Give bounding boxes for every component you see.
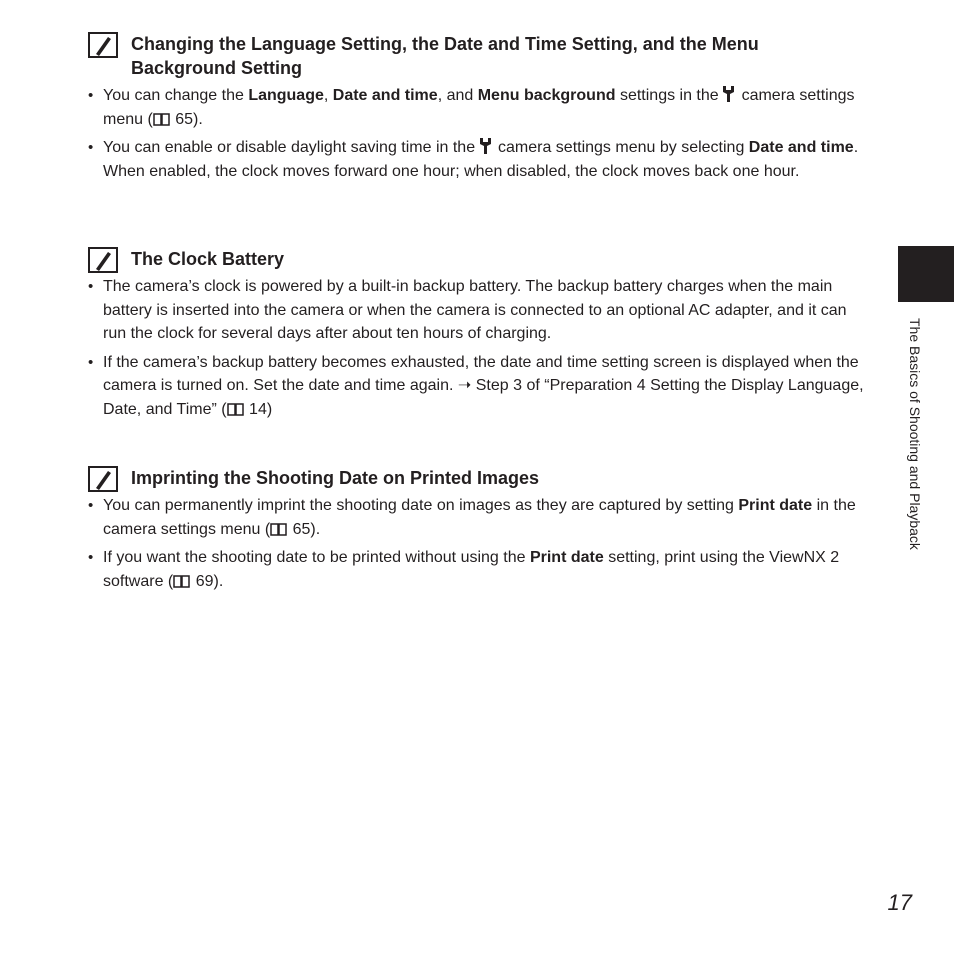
list-item: • The camera’s clock is powered by a built-in backup battery. The backup battery charges when the main battery is inserted into the camera or when the camera is connected to an optional AC adapter, and it can run the clock for several days after about ten hours of charging. <box>88 275 868 346</box>
book-reference-icon <box>173 574 190 588</box>
page-reference: 65). <box>170 110 203 128</box>
list-item: • If the camera’s backup battery becomes exhausted, the date and time setting screen is displayed when the camera is turned on. Set the date and time again. ➝ Step 3 of “Preparation 4 Setting the Display Language, Date, and Time” ( 14) <box>88 351 868 422</box>
setting-name: Date and time <box>332 87 438 104</box>
section-heading: Changing the Language Setting, the Date and Time Setting, and the Menu Background Setting <box>131 34 759 78</box>
bullet-list <box>88 275 868 421</box>
page-number: 17 <box>887 890 912 915</box>
book-reference-icon <box>227 402 244 416</box>
book-reference-icon <box>153 112 170 126</box>
pencil-note-icon <box>88 32 118 58</box>
page-reference: 14) <box>244 400 273 418</box>
setting-name: Print date <box>738 497 813 514</box>
bullet-list <box>88 84 868 183</box>
pencil-note-icon <box>88 247 118 273</box>
chapter-side-label: The Basics of Shooting and Playback <box>907 318 923 550</box>
setting-name: Date and time <box>748 139 854 156</box>
arrow-right-icon: ➝ <box>457 377 472 394</box>
list-item: • You can enable or disable daylight saving time in the camera settings menu by selecting Date and time. When enabled, the clock moves forward one hour; when disabled, the clock moves back one hour. <box>88 136 868 183</box>
setting-name: Menu background <box>477 87 616 104</box>
section-heading: The Clock Battery <box>131 249 285 269</box>
bullet-list <box>88 494 868 593</box>
page-reference: 65). <box>288 520 321 538</box>
list-item: • You can change the Language, Date and time, and Menu background settings in the camera settings menu ( 65). <box>88 84 868 131</box>
book-reference-icon <box>270 522 287 536</box>
note-section-language-date-menu <box>88 32 868 188</box>
wrench-icon <box>723 86 734 102</box>
setting-name: Language <box>248 87 324 104</box>
list-item: • You can permanently imprint the shooting date on images as they are captured by setting Print date in the camera settings menu ( 65). <box>88 494 868 541</box>
section-heading: Imprinting the Shooting Date on Printed Images <box>131 468 540 488</box>
wrench-icon <box>480 138 491 154</box>
setting-name: Print date <box>529 549 604 566</box>
chapter-tab <box>898 246 954 302</box>
page-reference: 69). <box>191 572 224 590</box>
note-section-imprinting-date <box>88 466 868 598</box>
note-section-clock-battery <box>88 247 868 426</box>
list-item: • If you want the shooting date to be printed without using the Print date setting, print using the ViewNX 2 software ( 69). <box>88 546 868 593</box>
pencil-note-icon <box>88 466 118 492</box>
